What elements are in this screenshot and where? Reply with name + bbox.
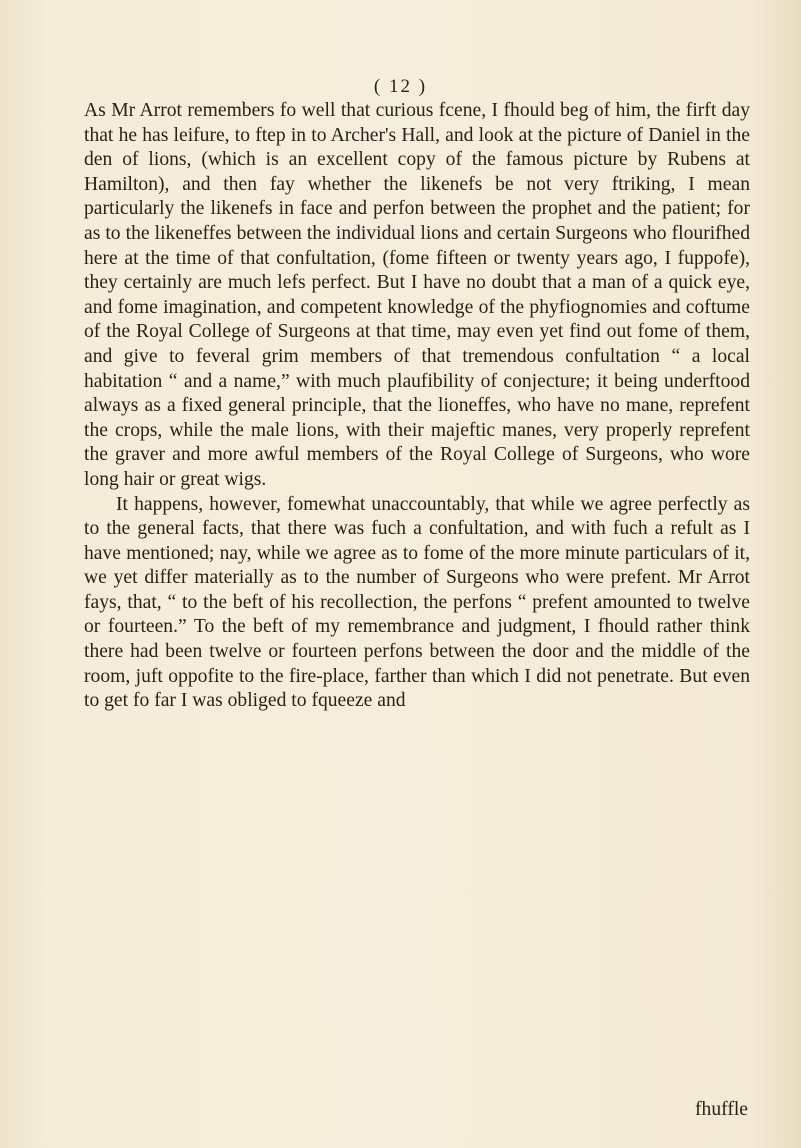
catchword: fhuffle xyxy=(695,1099,748,1120)
paragraph-1: As Mr Arrot remembers fo well that curious fcene, I fhould beg of him, the firft day that he has leifure, to ftep in to Archer's Hall, and look at the picture of Daniel in the den of lions, (which is an excellent copy of the famous picture by Rubens at Hamilton), and then fay whether the likenefs be not very ftriking, I mean particularly the likenefs in face and perfon between the prophet and the patient; for as to the likeneffes between the individual lions and certain Surgeons who flourifhed here at the time of that confultation, (fome fifteen or twenty years ago, I fuppofe), they certainly are much lefs perfect. But I have no doubt that a man of a quick eye, and fome imagination, and competent knowledge of the phyfiognomies and coftume of the Royal College of Surgeons at that time, may even yet find out fome of them, and give to feveral grim members of that tremendous confultation “ a local habitation “ and a name,” with much plaufibility of conjecture; it being underftood always as a fixed general principle, that the lioneffes, who have no mane, reprefent the crops, while the male lions, with their majeftic manes, very properly reprefent the graver and more awful members of the Royal College of Surgeons, who wore long hair or great wigs. xyxy=(84,100,750,490)
page-number: ( 12 ) xyxy=(373,76,428,97)
paragraph-2: It happens, however, fomewhat unaccountably, that while we agree perfectly as to the general facts, that there was fuch a confultation, and with fuch a refult as I have mentioned; nay, while we agree as to fome of the more minute particulars of it, we yet differ materially as to the number of Surgeons who were prefent. Mr Arrot fays, that, “ to the beft of his recollection, the perfons “ prefent amounted to twelve or fourteen.” To the beft of my remembrance and judgment, I fhould rather think there had been twelve or fourteen perfons between the door and the middle of the room, juft oppofite to the fire-place, farther than which I did not penetrate. But even to get fo far I was obliged to fqueeze and xyxy=(84,493,750,712)
body-text xyxy=(84,99,750,714)
